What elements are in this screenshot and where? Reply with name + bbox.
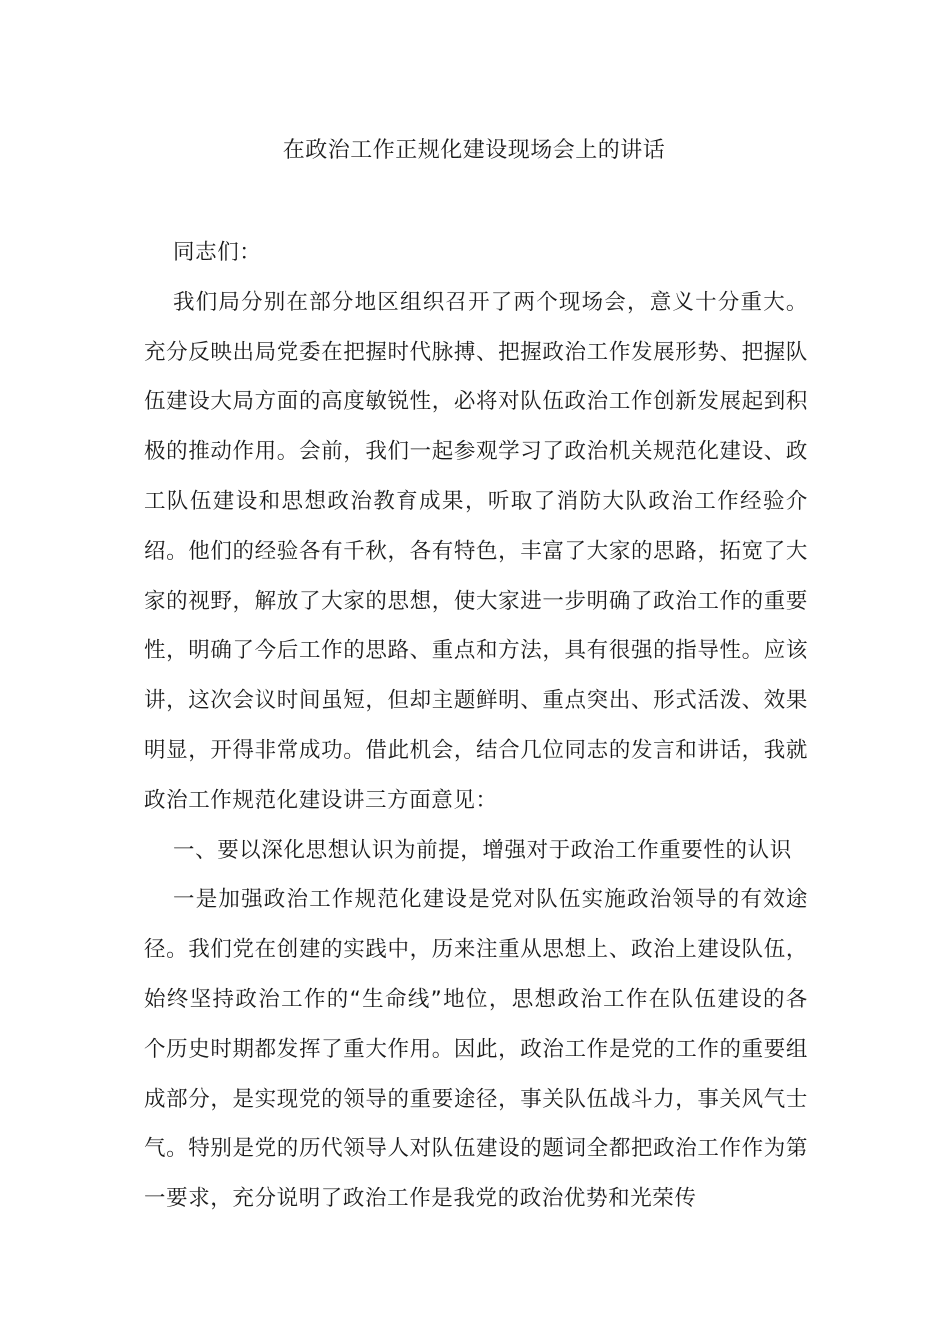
document-body — [144, 228, 808, 1224]
paragraph-intro: 我们局分别在部分地区组织召开了两个现场会，意义十分重大。充分反映出局党委在把握时代脉搏、把握政治工作发展形势、把握队伍建设大局方面的高度敏锐性，必将对队伍政治工作创新发展起到积极的推动作用。会前，我们一起参观学习了政治机关规范化建设、政工队伍建设和思想政治教育成果，听取了消防大队政治工作经验介绍。他们的经验各有千秋，各有特色，丰富了大家的思路，拓宽了大家的视野，解放了大家的思想，使大家进一步明确了政治工作的重要性，明确了今后工作的思路、重点和方法，具有很强的指导性。应该讲，这次会议时间虽短，但却主题鲜明、重点突出、形式活泼、效果明显，开得非常成功。借此机会，结合几位同志的发言和讲话，我就政治工作规范化建设讲三方面意见： — [144, 289, 808, 813]
section-heading-1: 一、要以深化思想认识为前提，增强对于政治工作重要性的认识 — [173, 837, 792, 863]
document-title: 在政治工作正规化建设现场会上的讲话 — [282, 138, 666, 163]
paragraph-point-1: 一是加强政治工作规范化建设是党对队伍实施政治领导的有效途径。我们党在创建的实践中，历来注重从思想上、政治上建设队伍，始终坚持政治工作的“生命线”地位，思想政治工作在队伍建设的各个历史时期都发挥了重大作用。因此，政治工作是党的工作的重要组成部分，是实现党的领导的重要途径，事关队伍战斗力，事关风气士气。特别是党的历代领导人对队伍建设的题词全都把政治工作作为第一要求，充分说明了政治工作是我党的政治优势和光荣传 — [144, 887, 808, 1212]
salutation: 同志们： — [173, 240, 262, 265]
